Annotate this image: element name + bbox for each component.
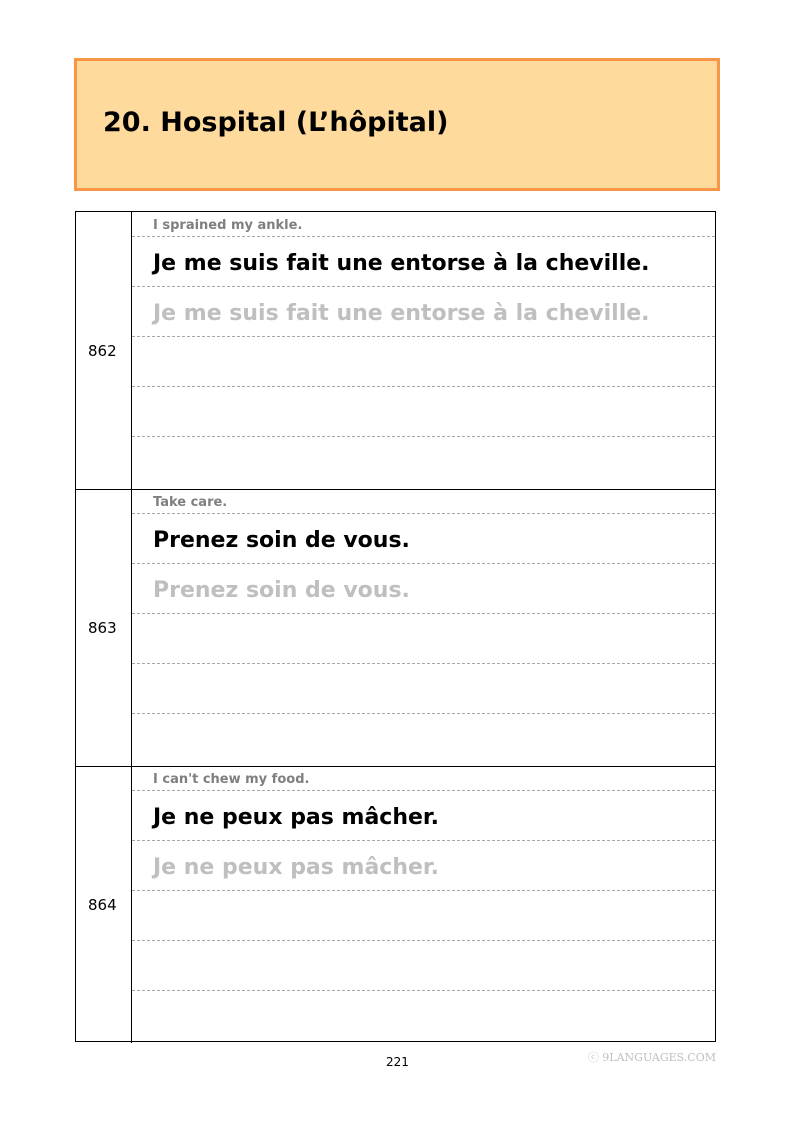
entry-number-cell <box>76 212 132 489</box>
french-line <box>132 514 715 564</box>
blank-practice-line <box>132 941 715 991</box>
section-header <box>74 58 720 191</box>
page-number: 221 <box>386 1055 409 1069</box>
entry-number: 864 <box>88 896 117 914</box>
trace-line <box>132 287 715 337</box>
english-sentence: I sprained my ankle. <box>153 218 303 233</box>
blank-practice-line <box>132 437 715 489</box>
entry-number: 862 <box>88 342 117 360</box>
worksheet-table <box>75 211 716 1042</box>
french-trace-sentence: Je ne peux pas mâcher. <box>153 855 439 880</box>
writing-lines <box>132 212 715 489</box>
copyright-notice: ⓒ 9LANGUAGES.COM <box>587 1051 716 1064</box>
french-trace-sentence: Je me suis fait une entorse à la cheville. <box>153 301 650 326</box>
entry-number-cell <box>76 766 132 1043</box>
entry-863 <box>76 489 715 767</box>
entry-number-cell <box>76 489 132 766</box>
entry-number: 863 <box>88 619 117 637</box>
writing-lines <box>132 489 715 766</box>
trace-line <box>132 564 715 614</box>
french-trace-sentence: Prenez soin de vous. <box>153 578 410 603</box>
trace-line <box>132 841 715 891</box>
blank-practice-line <box>132 337 715 387</box>
french-sentence: Je ne peux pas mâcher. <box>153 805 439 830</box>
french-line <box>132 791 715 841</box>
blank-practice-line <box>132 614 715 664</box>
writing-lines <box>132 766 715 1043</box>
blank-practice-line <box>132 664 715 714</box>
entry-862 <box>76 212 715 490</box>
blank-practice-line <box>132 991 715 1043</box>
english-line <box>132 212 715 237</box>
blank-practice-line <box>132 387 715 437</box>
english-sentence: Take care. <box>153 495 228 510</box>
french-sentence: Je me suis fait une entorse à la cheville. <box>153 251 650 276</box>
english-sentence: I can't chew my food. <box>153 772 310 787</box>
english-line <box>132 489 715 514</box>
french-line <box>132 237 715 287</box>
english-line <box>132 766 715 791</box>
blank-practice-line <box>132 891 715 941</box>
entry-864 <box>76 766 715 1043</box>
section-title: 20. Hospital (L’hôpital) <box>103 107 449 138</box>
blank-practice-line <box>132 714 715 766</box>
french-sentence: Prenez soin de vous. <box>153 528 410 553</box>
